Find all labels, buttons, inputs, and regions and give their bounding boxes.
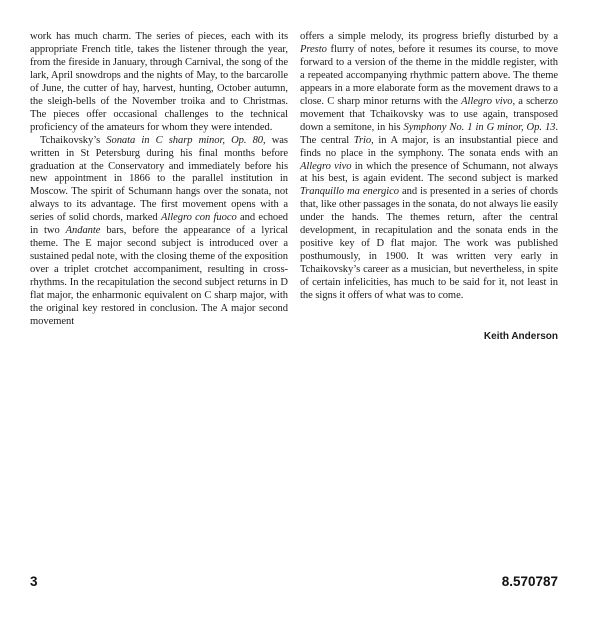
text-run: , a scherzo movement that Tchaikovsky was to use again, transposed down a semitone, in his — [300, 95, 558, 133]
paragraph — [300, 31, 558, 303]
text-run: in which the presence of Schumann, not always at his best, is again evident. The second subject is marked — [300, 160, 558, 185]
text-run: and is presented in a series of chords that, like other passages in the sonata, do not always lie easily under the hands. The themes return, after the central development, in recapitulation and the sonata ends in the positive key of D flat major. The work was published posthumously, in 1900. It was written very early in Tchaikovsky’s career as a musician, but nevertheless, in spite of certain infelicities, has much to be said for it, not least in the signs it offers of what was to come. — [300, 186, 558, 302]
text-run: , was written in St Petersburg during his final months before graduation at the Conservatory and immediately before his new appointment in 1866 to the parallel institution in Moscow. The spirit of Schumann hangs over the sonata, not always to its advantage. The first movement opens with a series of solid chords, marked — [30, 134, 288, 224]
italic-title-run: Tranquillo ma energico — [300, 186, 399, 198]
paragraph — [30, 135, 288, 329]
catalog-number: 8.570787 — [501, 574, 558, 589]
italic-title-run: Trio — [353, 134, 372, 146]
text-run: offers a simple melody, its progress briefly disturbed by a — [300, 31, 558, 42]
text-run: work has much charm. The series of pieces, each with its appropriate French title, takes the listener through the year, from the fireside in January, through Carnival, the song of the lark, April snowdrops and the nights of May, to the barcarolle of June, the cutter of hay, harvest, hunting, October autumn, the sleigh-bells of the November troika and to Christmas. The pieces offer occasional challenges to the technical proficiency of the amateurs for whom they were intended. — [30, 31, 288, 133]
author-signature: Keith Anderson — [483, 331, 558, 342]
text-run: bars, before the appearance of a lyrical theme. The E major second subject is introduced over a sustained pedal note, with the closing theme of the exposition over a triplet crotchet accompaniment, resulting in cross-rhythms. In the recapitulation the second subject returns in D flat major, the enharmonic equivalent on C sharp major, with the original key restored in conclusion. The A major second movement — [30, 225, 288, 327]
text-column-left — [30, 31, 288, 329]
italic-title-run: Allegro vivo — [461, 95, 513, 107]
text-run: flurry of notes, before it resumes its course, to move forward to a version of the theme in the middle register, with a repeated accompanying rhythmic pattern above. The theme appears in a more elaborate form as the movement draws to a close. C sharp minor returns with the — [300, 43, 558, 107]
text-run: . The central — [300, 121, 558, 146]
italic-title-run: Andante — [65, 225, 101, 237]
paragraph — [30, 31, 288, 135]
page-number: 3 — [30, 574, 38, 589]
text-run: and echoed in two — [30, 212, 288, 237]
italic-title-run: Allegro vivo — [300, 160, 352, 172]
italic-title-run: Allegro con fuoco — [160, 212, 237, 224]
text-run: , in A major, is an insubstantial piece and finds no place in the symphony. The sonata ends with an — [300, 134, 558, 159]
italic-title-run: Presto — [300, 43, 327, 55]
italic-title-run: Sonata in C sharp minor, Op. 80 — [106, 134, 264, 146]
italic-title-run: Symphony No. 1 in G minor, Op. 13 — [403, 121, 556, 133]
text-run: Tchaikovsky’s — [40, 134, 107, 146]
text-column-right — [300, 31, 558, 303]
